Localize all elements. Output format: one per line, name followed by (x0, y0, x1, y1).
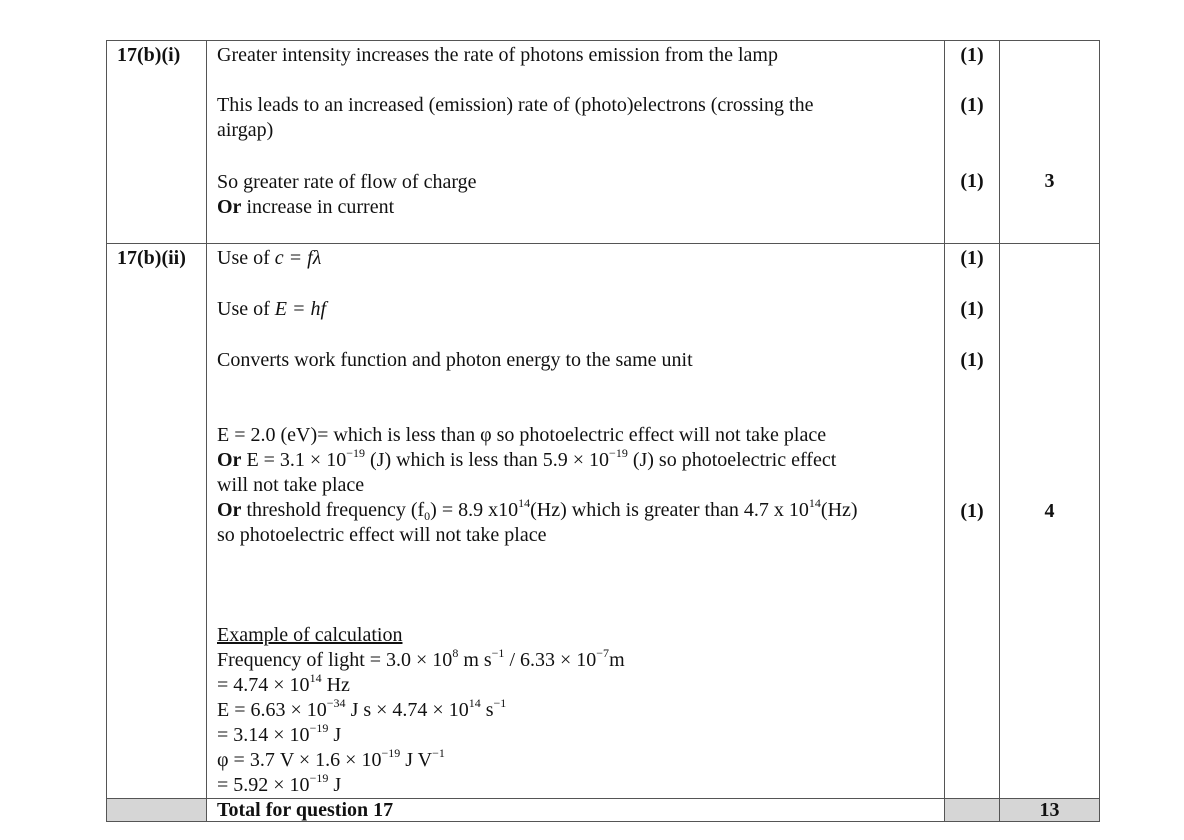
mark-value: (1) (960, 500, 984, 522)
mark-scheme-table (106, 40, 1100, 822)
answer-line: This leads to an increased (emission) rate of (photo)electrons (crossing the (217, 94, 814, 116)
total-marks-cell (1000, 244, 1100, 799)
or-keyword: Or (217, 499, 242, 521)
answer-line: will not take place (217, 474, 365, 496)
total-row-blank-cell (945, 799, 1000, 822)
total-label: Total for question 17 (207, 799, 945, 822)
total-row-blank-cell (107, 799, 207, 822)
answer-line: Or increase in current (217, 196, 395, 218)
table-row-17bii (107, 244, 1100, 799)
calc-line: Frequency of light = $3.0 \times 10^8$ m $s^{-1} / 6.33 \times 10^{-7}m$ (217, 646, 625, 671)
answer-cell (207, 41, 945, 244)
answer-line: E = 2.0 (eV)= which is less than φ so photoelectric effect will not take place (217, 424, 827, 446)
marks-cell (945, 244, 1000, 799)
answer-cell (207, 244, 945, 799)
or-keyword: Or (217, 196, 242, 218)
calc-line: φ = 3.7 $V \times 1.6 \times 10^{-19}$ J $V^{-1}$ (217, 746, 445, 771)
answer-line: Use of E = hf (217, 298, 327, 320)
answer-line: Greater intensity increases the rate of photons emission from the lamp (217, 44, 778, 66)
marks-cell (945, 41, 1000, 244)
answer-line: airgap) (217, 119, 274, 141)
mark-value: (1) (960, 44, 984, 66)
calc-line: $E = 6.63 \times 10^{-34}$ J $s \times 4.74 \times 10^{14}$ $s^{-1}$ (217, 696, 507, 721)
total-marks-cell (1000, 41, 1100, 244)
answer-line: Or threshold frequency $(f_0) = 8.9$ $x10^{14}(Hz)$ which is greater than 4.7 x $10^{14}(Hz)$ (217, 496, 858, 523)
answer-line: Use of c = fλ (217, 247, 322, 269)
answer-line: Or $E = 3.1 \times 10^{-19}$ (J) which is less than $5.9 \times 10^{-19}$ (J) so photoelectric effect (217, 446, 837, 471)
mark-value: (1) (960, 94, 984, 116)
example-heading: Example of calculation (217, 624, 403, 646)
calc-line: = $5.92 \times 10^{-19}$ J (217, 771, 342, 796)
answer-line: Converts work function and photon energy to the same unit (217, 349, 693, 371)
mark-value: (1) (960, 298, 984, 320)
formula-photon-energy: E = hf (274, 298, 327, 320)
total-marks-value: 4 (1044, 500, 1055, 522)
total-value: 13 (1000, 799, 1100, 822)
total-marks-value: 3 (1044, 170, 1055, 192)
question-number: 17(b)(i) (107, 41, 207, 244)
table-row-total (107, 799, 1100, 822)
question-number: 17(b)(ii) (107, 244, 207, 799)
answer-line: so photoelectric effect will not take place (217, 524, 547, 546)
calc-line: = $3.14 \times 10^{-19}$ J (217, 721, 342, 746)
answer-line: So greater rate of flow of charge (217, 171, 477, 193)
or-keyword: Or (217, 449, 242, 471)
mark-value: (1) (960, 247, 984, 269)
mark-value: (1) (960, 170, 984, 192)
calc-line: = $4.74 \times 10^{14}$ Hz (217, 671, 350, 696)
formula-wave-equation: c = fλ (274, 247, 322, 269)
mark-value: (1) (960, 349, 984, 371)
table-row-17bi (107, 41, 1100, 244)
